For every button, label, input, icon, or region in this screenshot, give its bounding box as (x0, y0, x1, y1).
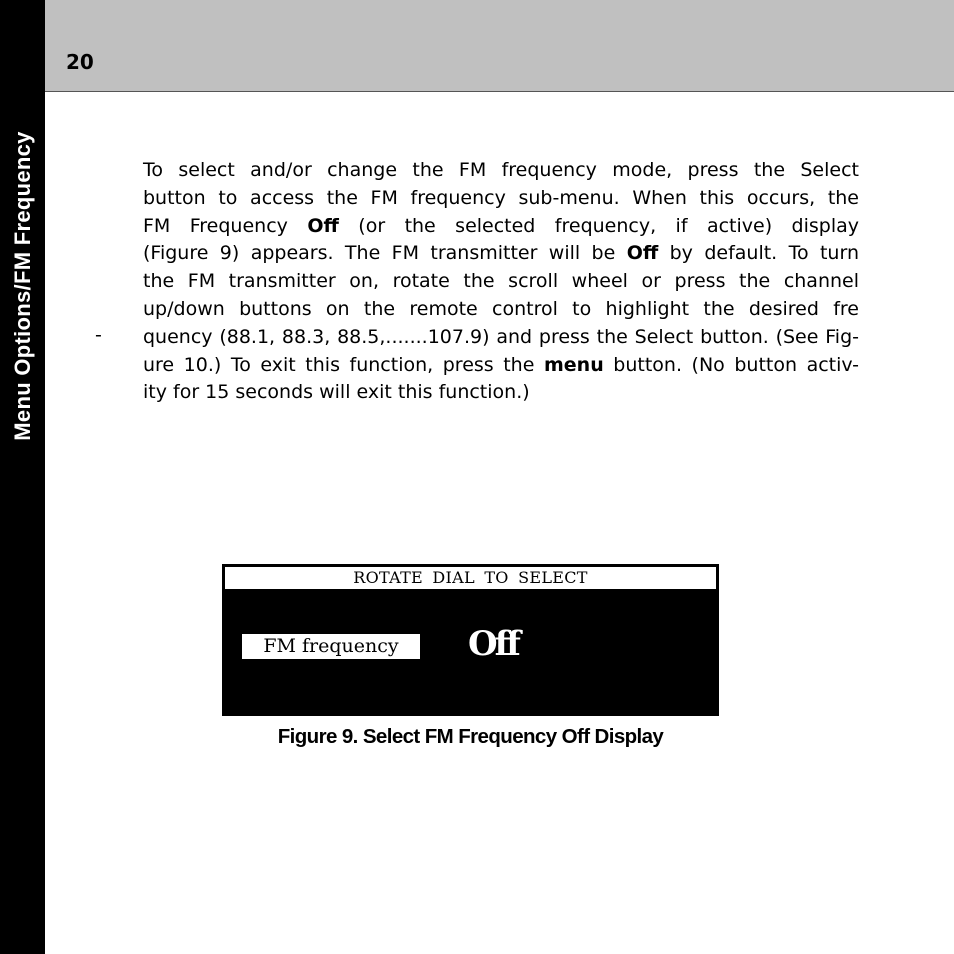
text-segment: button. (No button activ- (603, 353, 859, 376)
paragraph-line (143, 268, 859, 296)
text-segment: ure 10.) To exit this function, press the (143, 353, 544, 376)
text-segment: (Figure 9) appears. The FM transmitter will be (143, 242, 627, 265)
page-number: 20 (66, 50, 94, 74)
emphasis-text: Off (626, 242, 659, 265)
paragraph-line (143, 352, 859, 380)
figure-caption: Figure 9. Select FM Frequency Off Display (277, 725, 664, 748)
lcd-menu-label: FM frequency (242, 634, 420, 659)
paragraph-line (143, 185, 859, 213)
text-segment: the FM transmitter on, rotate the scroll wheel or press the channel (143, 270, 859, 293)
text-segment: by default. To turn (658, 242, 859, 265)
side-tab (0, 0, 45, 954)
side-tab-label: Menu Options/FM Frequency (10, 131, 35, 441)
body-paragraph (143, 157, 859, 407)
lcd-value: Off (468, 624, 518, 664)
paragraph-line (143, 324, 859, 352)
lcd-title-bar: ROTATE DIAL TO SELECT (225, 567, 716, 589)
text-segment: quency (88.1, 88.3, 88.5,.......107.9) and press the Select button. (See Fig- (143, 325, 859, 348)
emphasis-text: Off (307, 214, 339, 237)
text-segment: FM Frequency (143, 214, 308, 237)
stray-hyphen: - (95, 324, 102, 346)
emphasis-text: menu (543, 353, 604, 376)
text-segment: button to access the FM frequency sub-menu. When this occurs, the (143, 186, 859, 209)
paragraph-line (143, 213, 859, 241)
paragraph-line (143, 296, 859, 324)
text-segment: ity for 15 seconds will exit this function.) (143, 381, 530, 404)
text-segment: To select and/or change the FM frequency mode, press the Select (143, 159, 859, 181)
text-segment: up/down buttons on the remote control to highlight the desired fre (143, 297, 859, 320)
paragraph-line (143, 240, 859, 268)
lcd-display (222, 564, 719, 716)
page-header (45, 0, 954, 92)
paragraph-line (143, 379, 859, 407)
text-segment: (or the selected frequency, if active) display (338, 214, 859, 237)
paragraph-line (143, 157, 859, 185)
